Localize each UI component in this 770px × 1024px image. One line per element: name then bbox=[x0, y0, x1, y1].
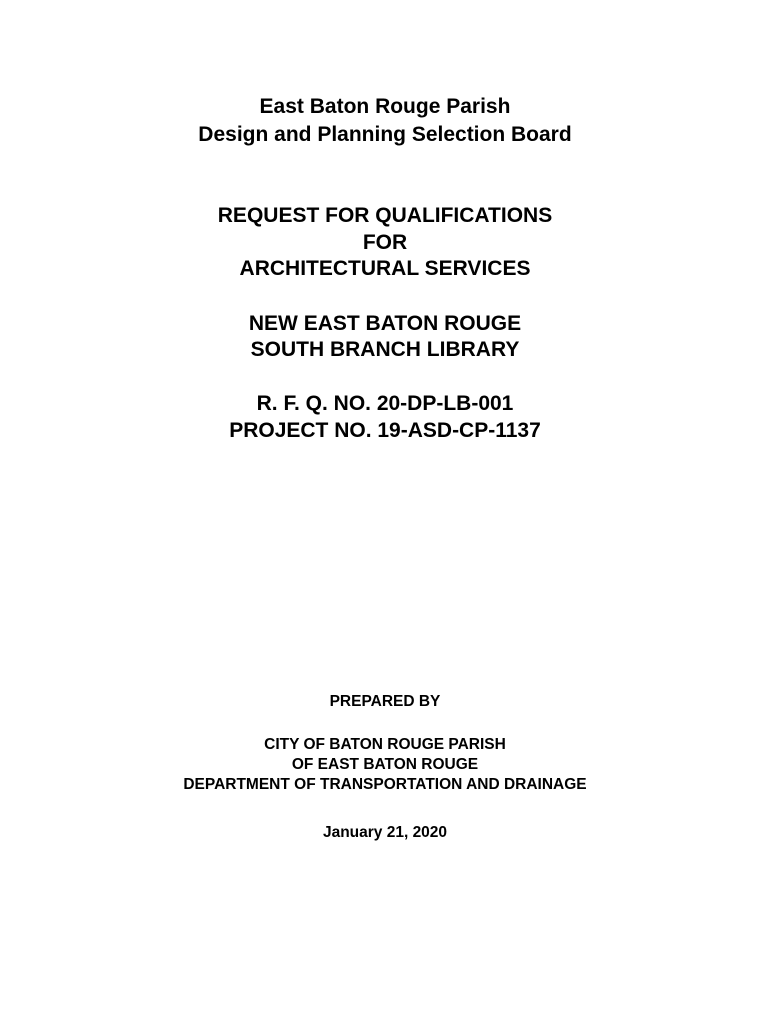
project-name-line-2: SOUTH BRANCH LIBRARY bbox=[250, 338, 520, 361]
project-number: PROJECT NO. 19-ASD-CP-1137 bbox=[229, 419, 541, 442]
org-line-2: OF EAST BATON ROUGE bbox=[291, 756, 479, 773]
org-line-3: DEPARTMENT OF TRANSPORTATION AND DRAINAGE bbox=[183, 776, 587, 793]
rfq-title-line-3: ARCHITECTURAL SERVICES bbox=[239, 257, 531, 280]
rfq-title-line-2: FOR bbox=[362, 231, 408, 254]
header-title-line-2: Design and Planning Selection Board bbox=[198, 123, 572, 146]
project-name-line-1: NEW EAST BATON ROUGE bbox=[248, 312, 522, 335]
header-title-line-1: East Baton Rouge Parish bbox=[259, 95, 511, 118]
rfq-number: R. F. Q. NO. 20-DP-LB-001 bbox=[256, 392, 514, 415]
prepared-by-label: PREPARED BY bbox=[329, 693, 441, 710]
org-line-1: CITY OF BATON ROUGE PARISH bbox=[264, 736, 506, 753]
rfq-title-line-1: REQUEST FOR QUALIFICATIONS bbox=[217, 204, 553, 227]
document-date: January 21, 2020 bbox=[322, 824, 448, 841]
